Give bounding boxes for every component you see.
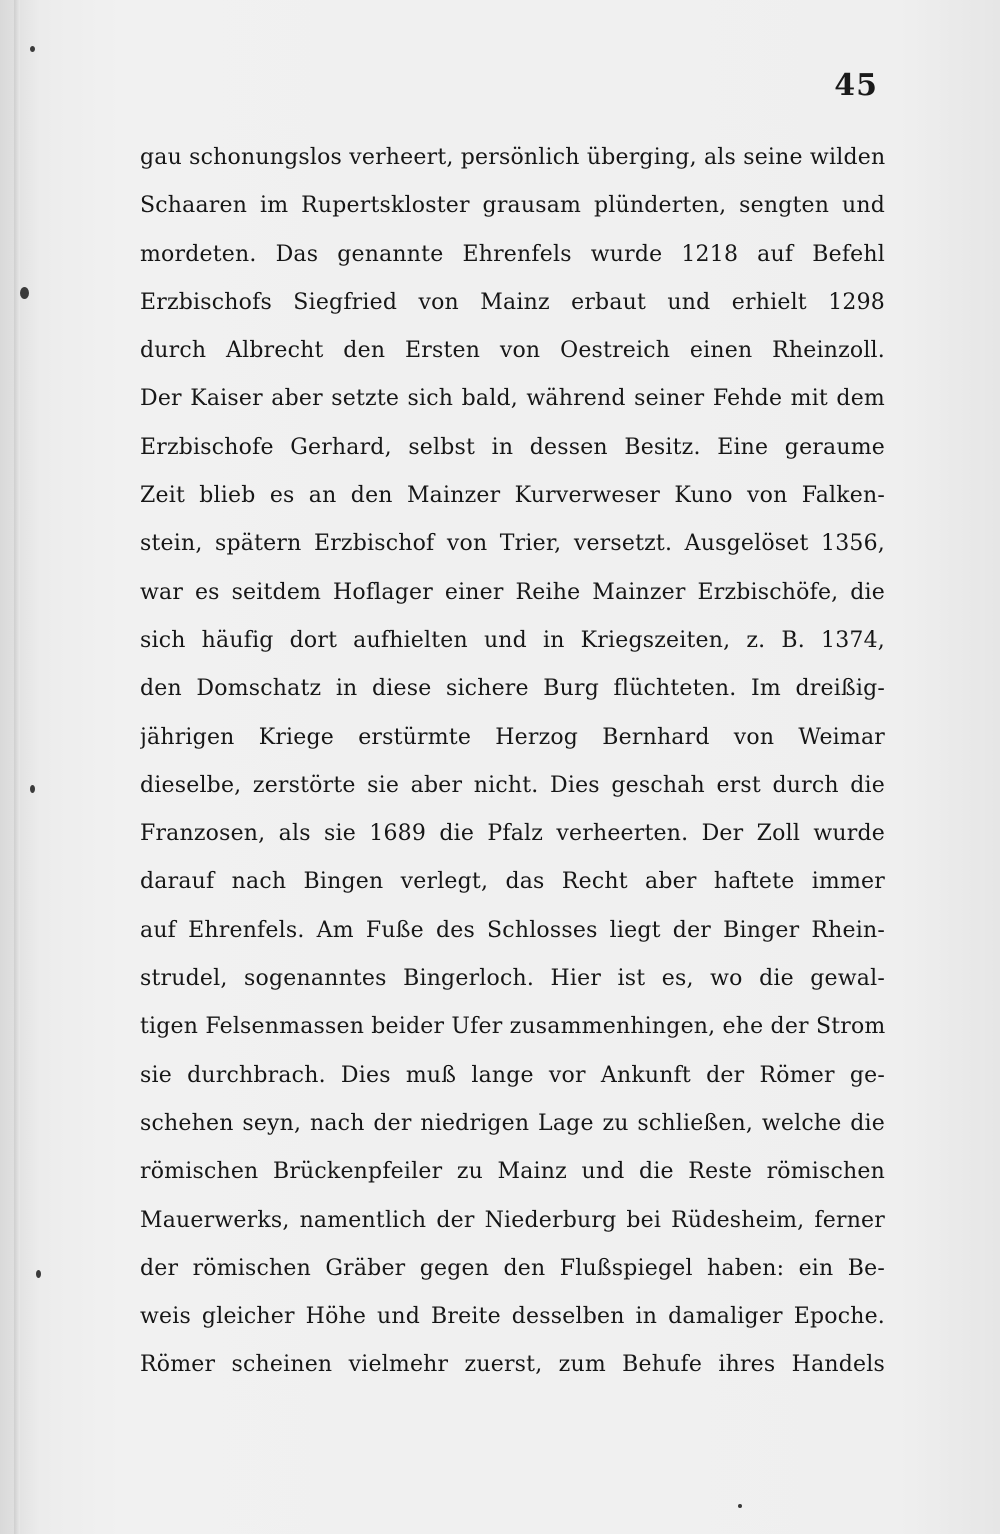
text-line: mordeten. Das genannte Ehrenfels wurde 1218 auf Befehl [140, 241, 885, 267]
text-line: sie durchbrach. Dies muß lange vor Ankunft der Römer ge- [140, 1062, 885, 1088]
text-line: römischen Brückenpfeiler zu Mainz und die Reste römischen [140, 1159, 885, 1185]
text-line: Römer scheinen vielmehr zuerst, zum Behufe ihres Handels [140, 1352, 885, 1378]
text-line: strudel, sogenanntes Bingerloch. Hier ist es, wo die gewal- [140, 966, 885, 992]
page-gutter [14, 0, 20, 1534]
margin-mark [738, 1504, 742, 1508]
text-line: der römischen Gräber gegen den Flußspiegel haben: ein Be- [140, 1255, 885, 1281]
page-number: 45 [834, 68, 878, 103]
text-line: war es seitdem Hoflager einer Reihe Mainzer Erzbischöfe, die [140, 579, 885, 605]
text-line: Franzosen, als sie 1689 die Pfalz verheerten. Der Zoll wurde [140, 821, 885, 847]
text-line: tigen Felsenmassen beider Ufer zusammenhingen, ehe der Strom [140, 1014, 885, 1040]
text-line: Der Kaiser aber setzte sich bald, während seiner Fehde mit dem [140, 386, 885, 412]
text-line: stein, spätern Erzbischof von Trier, versetzt. Ausgelöset 1356, [140, 531, 885, 557]
margin-mark [20, 287, 29, 299]
text-line: sich häufig dort aufhielten und in Kriegszeiten, z. B. 1374, [140, 627, 885, 653]
body-text [140, 134, 885, 1390]
margin-mark [30, 46, 35, 52]
text-line: durch Albrecht den Ersten von Oestreich einen Rheinzoll. [140, 338, 885, 364]
text-line: Schaaren im Rupertskloster grausam plünderten, sengten und [140, 193, 885, 219]
text-line: den Domschatz in diese sichere Burg flüchteten. Im dreißig- [140, 676, 885, 702]
text-line: Zeit blieb es an den Mainzer Kurverweser Kuno von Falken- [140, 483, 885, 509]
text-line: Mauerwerks, namentlich der Niederburg bei Rüdesheim, ferner [140, 1207, 885, 1233]
text-line: darauf nach Bingen verlegt, das Recht aber haftete immer [140, 869, 885, 895]
margin-mark [36, 1270, 41, 1278]
text-line: dieselbe, zerstörte sie aber nicht. Dies geschah erst durch die [140, 772, 885, 798]
text-line: Erzbischofs Siegfried von Mainz erbaut und erhielt 1298 [140, 289, 885, 315]
text-line: auf Ehrenfels. Am Fuße des Schlosses liegt der Binger Rhein- [140, 917, 885, 943]
margin-mark [30, 785, 35, 793]
text-line: jährigen Kriege erstürmte Herzog Bernhard von Weimar [140, 724, 885, 750]
text-line: weis gleicher Höhe und Breite desselben in damaliger Epoche. [140, 1304, 885, 1330]
text-line: Erzbischofe Gerhard, selbst in dessen Besitz. Eine geraume [140, 434, 885, 460]
text-line: gau schonungslos verheert, persönlich überging, als seine wilden [140, 145, 885, 170]
text-line: schehen seyn, nach der niedrigen Lage zu schließen, welche die [140, 1110, 885, 1136]
